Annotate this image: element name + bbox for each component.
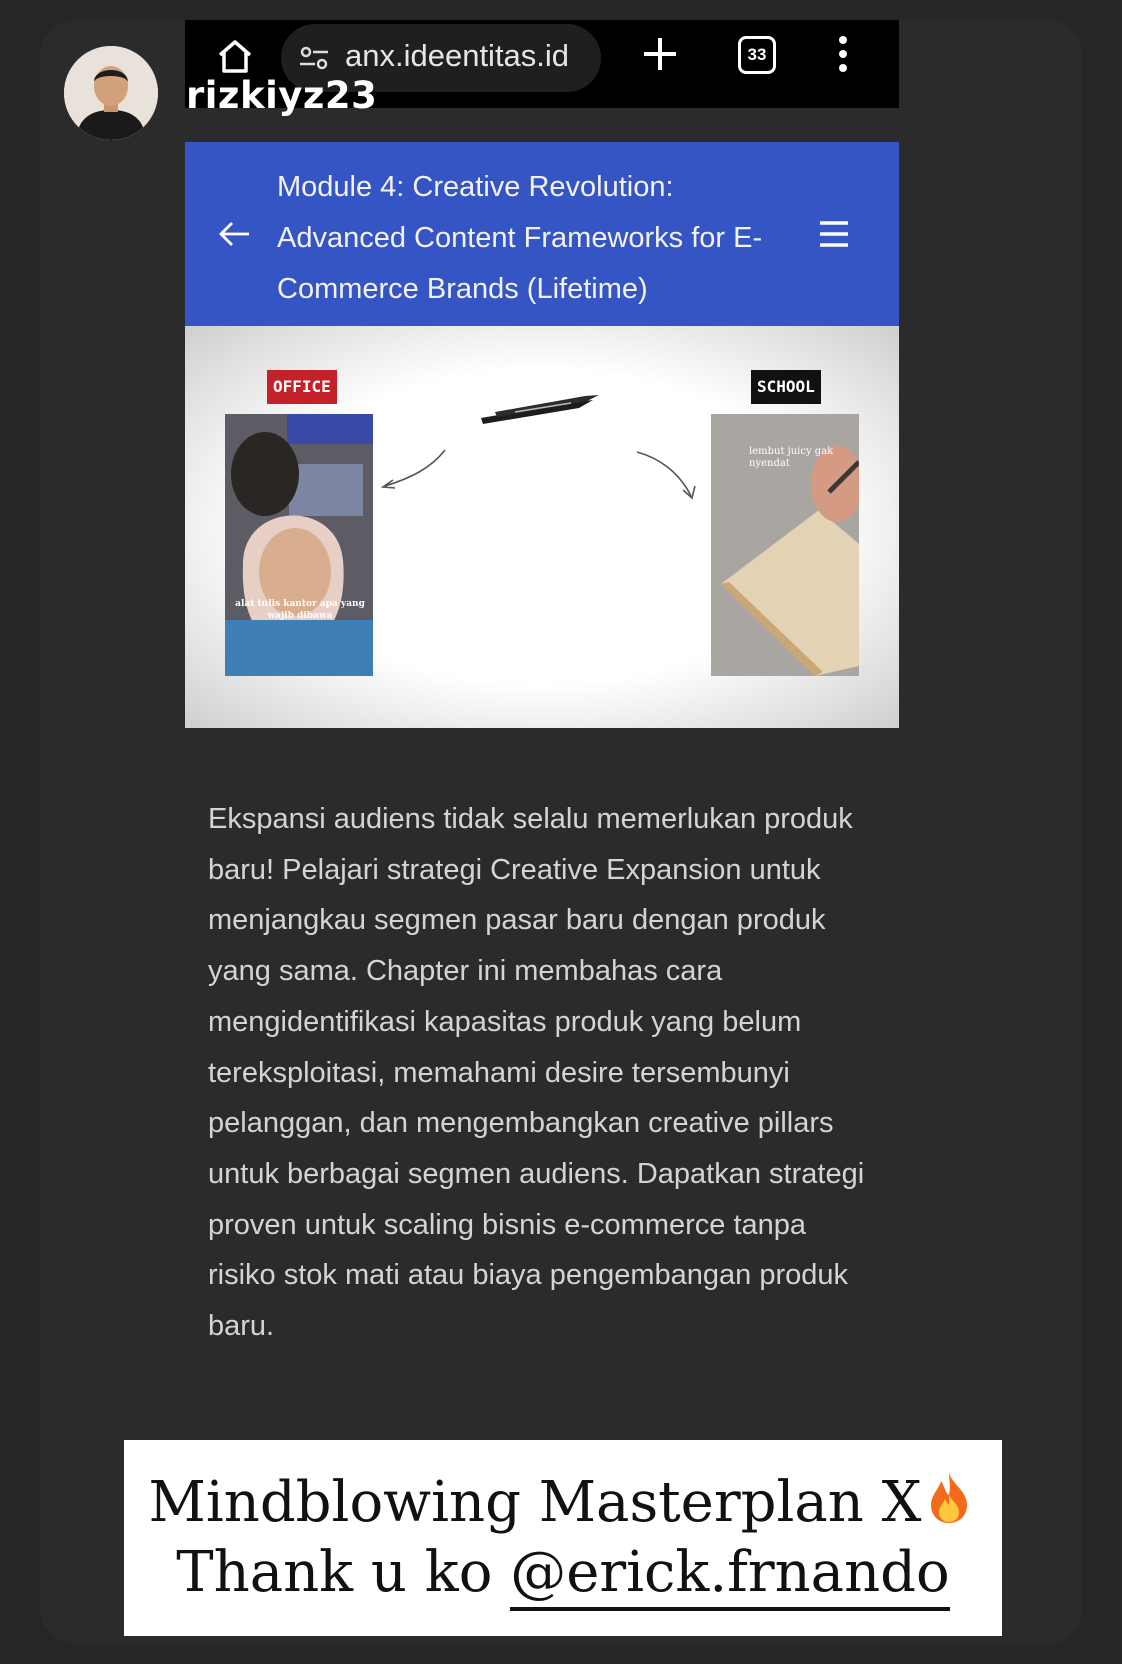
story-caption-box: [124, 1440, 1002, 1636]
office-photo: [225, 414, 373, 676]
caption-text-1: Mindblowing Masterplan X: [148, 1470, 922, 1535]
fire-icon: [921, 1469, 977, 1525]
lesson-description: Ekspansi audiens tidak selalu memerlukan produk baru! Pelajari strategi Creative Expansion untuk menjangkau segmen pasar baru dengan produk yang sama. Chapter ini membahas cara mengidentifikasi kapasitas produk yang belum tereksploitasi, memahami desire tersembunyi pelanggan, dan mengembangkan creative pillars untuk berbagai segmen audiens. Dapatkan strategi proven untuk scaling bisnis e-commerce tanpa risiko stok mati atau biaya pengembangan produk baru.: [208, 803, 865, 1343]
story-username[interactable]: rizkiyz23: [186, 74, 378, 117]
home-icon[interactable]: [213, 34, 257, 78]
pens-image: [475, 388, 605, 428]
hamburger-icon[interactable]: [817, 214, 851, 254]
office-caption: alat tulis kantor apa yang wajib dibawa: [235, 599, 365, 621]
tab-count-button[interactable]: 33: [738, 36, 776, 74]
caption-line-1: [124, 1468, 1002, 1538]
lesson-thumbnail[interactable]: [185, 326, 899, 728]
plus-icon[interactable]: [638, 32, 682, 76]
office-tag: OFFICE: [267, 370, 337, 404]
school-tag: SCHOOL: [751, 370, 821, 404]
kebab-icon[interactable]: [833, 32, 853, 76]
avatar[interactable]: [64, 46, 158, 140]
tune-icon[interactable]: [299, 44, 329, 72]
curved-arrow-right: [629, 444, 709, 504]
phone-screenshot: [185, 20, 899, 1416]
arrow-left-icon[interactable]: [215, 214, 255, 254]
url-text: anx.ideentitas.id: [345, 38, 570, 73]
course-header: [185, 142, 899, 326]
caption-text-2: Thank u ko: [176, 1540, 511, 1605]
school-photo: [711, 414, 859, 676]
school-caption: lembut juicy gak nyendat: [749, 446, 834, 469]
mention-link[interactable]: @erick.frnando: [510, 1540, 950, 1611]
caption-line-2: [124, 1538, 1002, 1608]
curved-arrow-left: [375, 444, 455, 494]
module-title: Module 4: Creative Revolution: Advanced Content Frameworks for E-Commerce Brands (Lifetime): [277, 171, 763, 305]
